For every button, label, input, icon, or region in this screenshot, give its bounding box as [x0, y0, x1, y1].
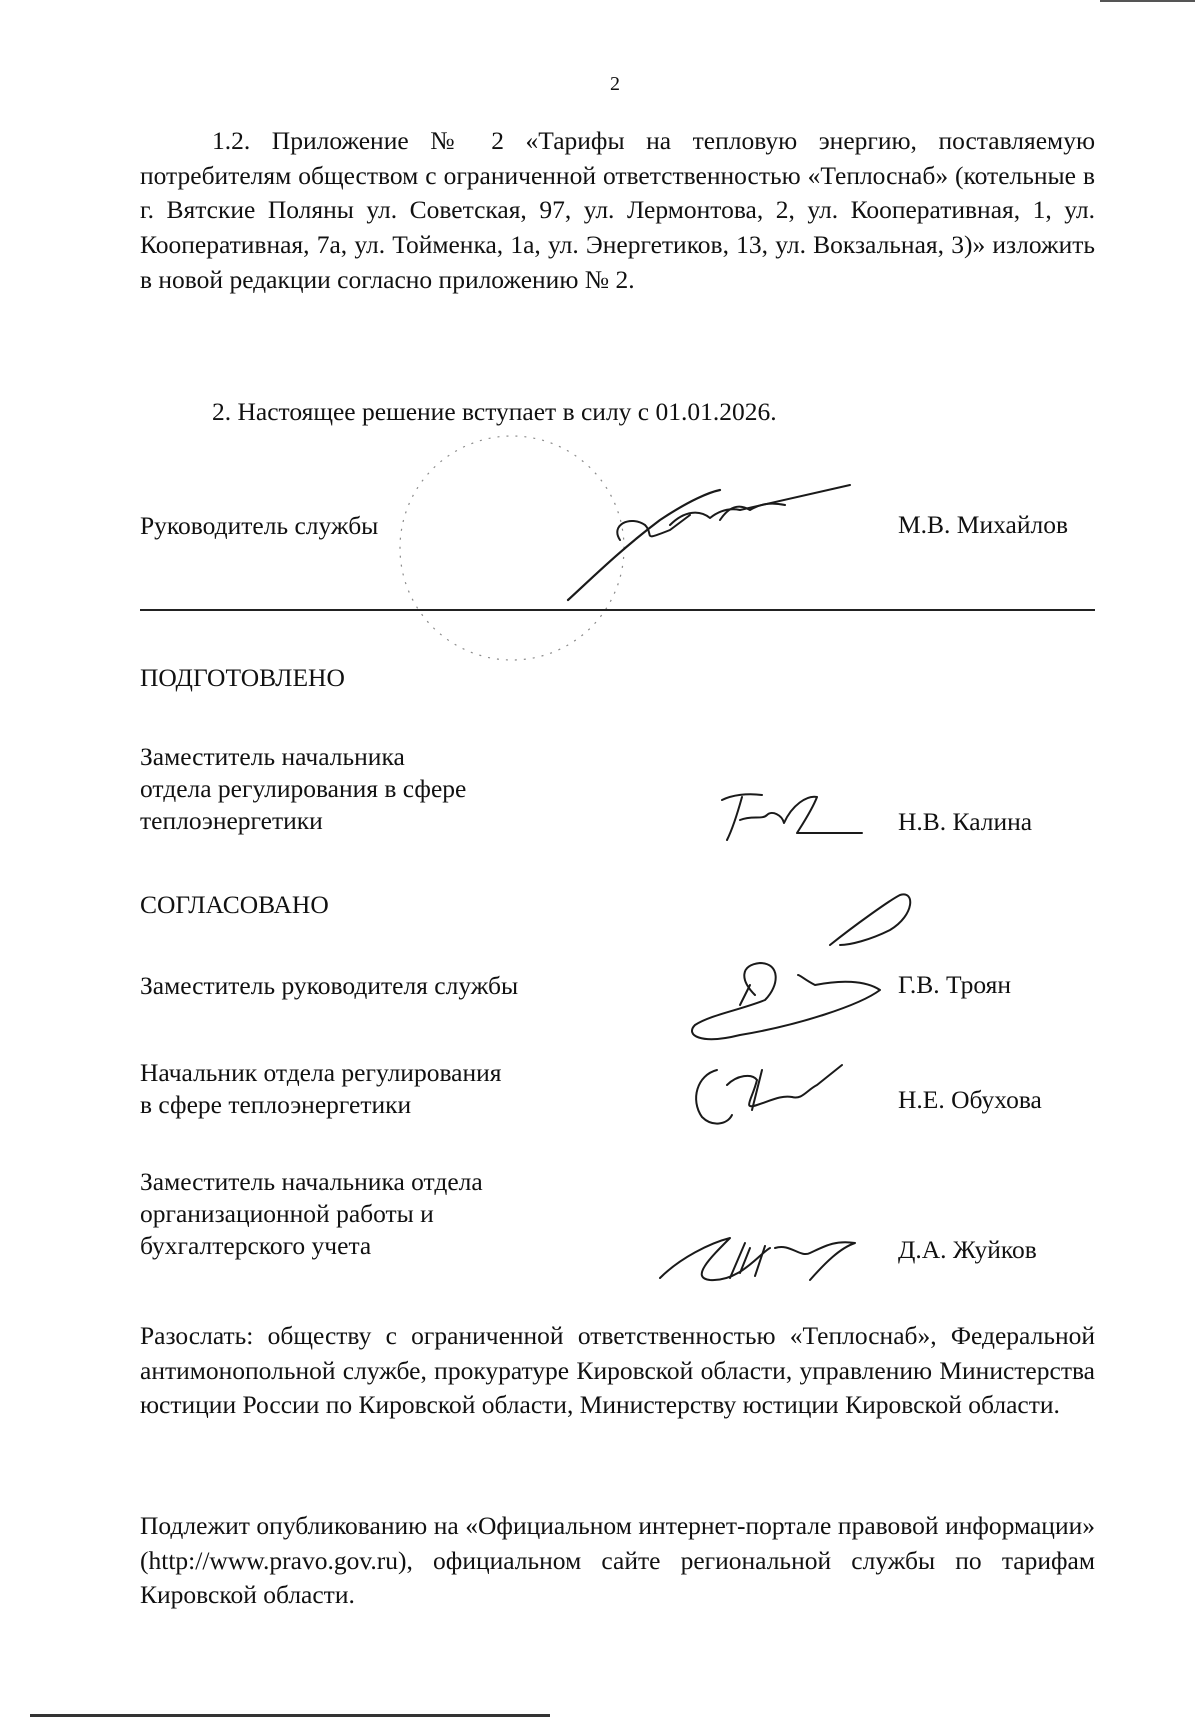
agreed-position-line: бухгалтерского учета	[140, 1231, 372, 1260]
prepared-position-line: теплоэнергетики	[140, 806, 323, 835]
signature-troyan	[680, 885, 930, 1060]
agreed-position-3	[140, 1166, 483, 1262]
page-number: 2	[610, 73, 620, 95]
agreed-position-1	[140, 970, 518, 1002]
prepared-name: Н.В. Калина	[898, 807, 1033, 836]
prepared-position-line: Заместитель начальника	[140, 742, 405, 771]
prepared-heading: ПОДГОТОВЛЕНО	[140, 663, 345, 692]
agreed-name-2: Н.Е. Обухова	[898, 1085, 1042, 1114]
signature-head	[560, 480, 860, 610]
agreed-name-3: Д.А. Жуйков	[898, 1235, 1037, 1264]
signature-zhuikov	[650, 1218, 880, 1293]
prepared-position	[140, 741, 466, 837]
paragraph-1-2: 1.2. Приложение № 2 «Тарифы на тепловую энергию, поставляемую потребителям обществом с ограниченной ответственностью «Теплоснаб» (котельные в г. Вятские Поляны ул. Советская, 97, ул. Лермонтова, 2, ул. Кооперативная, 1, ул. Кооперативная, 7а, ул. Тойменка, 1а, ул. Энергетиков, 13, ул. Вокзальная, 3)» изложить в новой редакции согласно приложению № 2.	[140, 126, 1095, 294]
distribution-list: Разослать: обществу с ограниченной ответственностью «Теплоснаб», Федеральной антимонопольной службе, прокуратуре Кировской области, управлению Министерства юстиции России по Кировской области, Министерству юстиции Кировской области.	[140, 1321, 1095, 1420]
head-name: М.В. Михайлов	[898, 510, 1069, 539]
scan-edge-top	[1100, 0, 1195, 2]
separator-line	[140, 609, 1095, 611]
agreed-position-line: Заместитель начальника отдела	[140, 1167, 483, 1196]
signature-obukhova	[682, 1055, 852, 1135]
agreed-heading: СОГЛАСОВАНО	[140, 890, 329, 919]
agreed-position-line: Заместитель руководителя службы	[140, 971, 519, 1000]
signature-kalina	[712, 785, 872, 855]
paragraph-2: 2. Настоящее решение вступает в силу с 01.01.2026.	[212, 397, 777, 426]
agreed-position-line: организационной работы и	[140, 1199, 434, 1228]
prepared-position-line: отдела регулирования в сфере	[140, 774, 467, 803]
agreed-position-line: в сфере теплоэнергетики	[140, 1090, 412, 1119]
head-title: Руководитель службы	[140, 511, 379, 540]
agreed-position-line: Начальник отдела регулирования	[140, 1058, 502, 1087]
agreed-name-1: Г.В. Троян	[898, 970, 1011, 999]
publication-note: Подлежит опубликованию на «Официальном интернет-портале правовой информации» (http://www.pravo.gov.ru), официальном сайте региональной службы по тарифам Кировской области.	[140, 1511, 1095, 1610]
scan-edge-bottom	[30, 1714, 550, 1717]
agreed-position-2	[140, 1057, 502, 1121]
